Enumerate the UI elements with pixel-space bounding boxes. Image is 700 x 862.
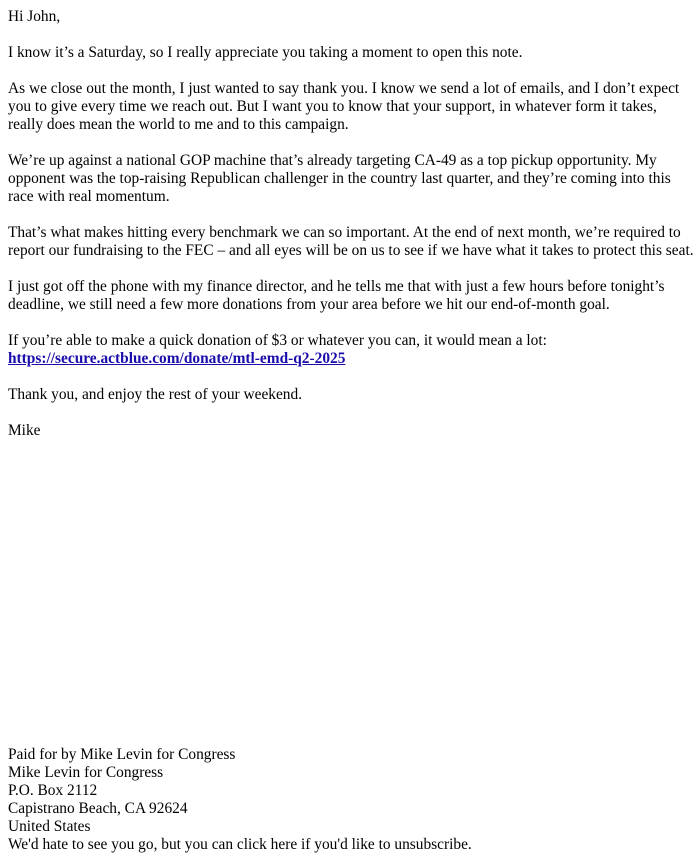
signature: Mike xyxy=(8,422,41,439)
footer-unsubscribe[interactable]: We'd hate to see you go, but you can click here if you'd like to unsubscribe. xyxy=(8,836,472,853)
footer-org-name: Mike Levin for Congress xyxy=(8,764,164,781)
donate-paragraph xyxy=(8,332,694,368)
footer-po-box: P.O. Box 2112 xyxy=(8,782,98,799)
paragraph-gop-machine: We’re up against a national GOP machine that’s already targeting CA-49 as a top pickup opportunity. My opponent was the top-raising Republican challenger in the country last quarter, and they’re coming into this race with real momentum. xyxy=(8,152,671,205)
paragraph-finance-director: I just got off the phone with my finance director, and he tells me that with just a few hours before tonight’s deadline, we still need a few more donations from your area before we hit our end-of-month goal. xyxy=(8,278,665,313)
closing: Thank you, and enjoy the rest of your weekend. xyxy=(8,386,303,403)
paragraph-benchmark: That’s what makes hitting every benchmark we can so important. At the end of next month, we’re required to report our fundraising to the FEC – and all eyes will be on us to see if we have what it takes to protect this seat. xyxy=(8,224,694,259)
email-body xyxy=(8,8,694,458)
donate-link[interactable]: https://secure.actblue.com/donate/mtl-emd-q2-2025 xyxy=(8,350,346,367)
footer-country: United States xyxy=(8,818,91,835)
paragraph-saturday: I know it’s a Saturday, so I really appreciate you taking a moment to open this note. xyxy=(8,44,523,61)
footer-city-state-zip: Capistrano Beach, CA 92624 xyxy=(8,800,188,817)
footer-paid-for: Paid for by Mike Levin for Congress xyxy=(8,746,236,763)
paragraph-thank-you: As we close out the month, I just wanted to say thank you. I know we send a lot of emails, and I don’t expect you to give every time we reach out. But I want you to know that your support, in whatever form it takes, really does mean the world to me and to this campaign. xyxy=(8,80,680,133)
footer xyxy=(8,746,694,854)
donate-text: If you’re able to make a quick donation of $3 or whatever you can, it would mean a lot: xyxy=(8,332,547,349)
greeting: Hi John, xyxy=(8,8,61,25)
